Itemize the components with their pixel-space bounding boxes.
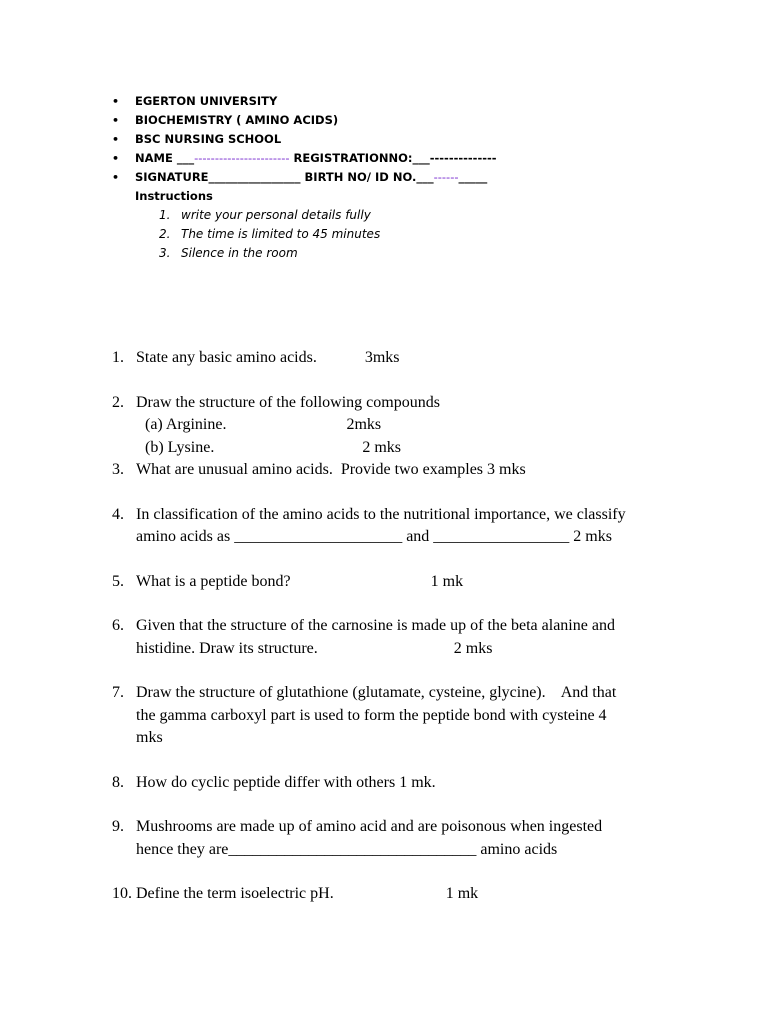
signature-label: SIGNATURE________________ BIRTH NO/ ID NO.___ [135, 170, 434, 184]
question-text: What is a peptide bond? 1 mk [136, 572, 464, 590]
question-number: 2. [112, 393, 124, 411]
question-5 [112, 571, 692, 594]
school-name: BSC NURSING SCHOOL [135, 132, 282, 146]
signature-dashes: ------ [433, 170, 459, 184]
university-name: EGERTON UNIVERSITY [135, 94, 278, 108]
header-signature-line [112, 168, 712, 187]
instruction-text: The time is limited to 45 minutes [181, 227, 381, 241]
question-number: 9. [112, 818, 124, 835]
question-text-line: the gamma carboxyl part is used to form the peptide bond with cysteine 4 [136, 706, 607, 724]
question-text: Define the term isoelectric pH. 1 mk [136, 885, 479, 902]
instruction-text: Silence in the room [181, 246, 298, 260]
question-number: 7. [112, 684, 124, 701]
question-8 [112, 772, 692, 795]
instruction-text: write your personal details fully [181, 208, 371, 222]
question-text-line: Mushrooms are made up of amino acid and are poisonous when ingested [136, 818, 603, 835]
instruction-item [159, 244, 712, 263]
question-text-line: hence they are_______________________________ amino acids [136, 840, 558, 858]
question-6 [112, 615, 692, 660]
question-number: 5. [112, 572, 124, 590]
bullet-icon: • [112, 95, 120, 108]
instructions-list [112, 206, 712, 263]
question-number: 4. [112, 505, 124, 523]
header-course [112, 111, 712, 130]
header-school [112, 130, 712, 149]
question-9 [112, 816, 692, 861]
header-university [112, 92, 712, 111]
question-list [112, 347, 692, 906]
header-name-line [112, 149, 712, 168]
question-text-line: mks [136, 729, 163, 746]
question-subpart-a: (a) Arginine. 2mks [145, 416, 382, 433]
question-2 [112, 392, 692, 460]
question-text: How do cyclic peptide differ with others 1 mk. [136, 773, 436, 791]
question-text: Draw the structure of the following compounds [136, 393, 440, 411]
instruction-number: 2. [159, 227, 171, 241]
question-1 [112, 347, 692, 370]
question-number: 3. [112, 461, 124, 478]
question-text-line: histidine. Draw its structure. 2 mks [136, 639, 493, 657]
question-text-line: amino acids as _____________________ and _________________ 2 mks [136, 528, 612, 545]
signature-tail: _____ [458, 170, 488, 184]
question-subpart-b: (b) Lysine. 2 mks [145, 438, 401, 456]
question-text: State any basic amino acids. 3mks [136, 349, 400, 366]
bullet-icon: • [112, 133, 120, 146]
question-number: 6. [112, 617, 124, 634]
question-text-line: Given that the structure of the carnosine is made up of the beta alanine and [136, 617, 615, 634]
instructions-title: Instructions [135, 189, 213, 203]
bullet-icon: • [112, 171, 120, 184]
name-label: NAME ___ [135, 151, 195, 165]
instruction-number: 3. [159, 246, 171, 260]
question-number: 10. [112, 885, 132, 902]
name-dashes: ----------------------- [194, 151, 290, 165]
bullet-icon: • [112, 152, 120, 165]
exam-header [112, 92, 712, 263]
bullet-icon: • [112, 114, 120, 127]
question-text: What are unusual amino acids. Provide two examples 3 mks [136, 461, 526, 478]
registration-label: REGISTRATIONNO:___-------------- [289, 151, 497, 165]
question-number: 1. [112, 349, 124, 366]
question-number: 8. [112, 773, 124, 791]
question-4 [112, 504, 692, 549]
question-10 [112, 883, 692, 906]
question-7 [112, 682, 692, 750]
question-text-line: In classification of the amino acids to the nutritional importance, we classify [136, 505, 626, 523]
course-name: BIOCHEMISTRY ( AMINO ACIDS) [135, 113, 339, 127]
instruction-item [159, 225, 712, 244]
instruction-number: 1. [159, 208, 171, 222]
question-3 [112, 459, 692, 482]
instruction-item [159, 206, 712, 225]
question-text-line: Draw the structure of glutathione (glutamate, cysteine, glycine). And that [136, 684, 617, 701]
